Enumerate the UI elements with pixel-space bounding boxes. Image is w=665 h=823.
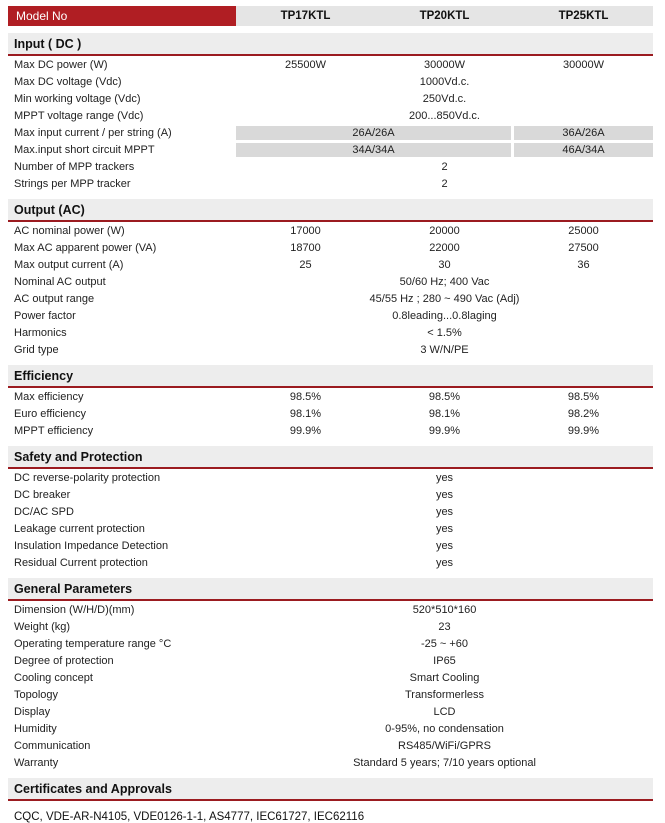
- spec-row: [8, 290, 653, 307]
- spec-row: [8, 341, 653, 358]
- row-value: yes: [435, 522, 454, 535]
- spec-row: [8, 754, 653, 771]
- model-header-row: [8, 6, 653, 26]
- spec-row: [8, 520, 653, 537]
- spec-row: [8, 388, 653, 405]
- row-value: RS485/WiFi/GPRS: [398, 739, 491, 752]
- row-value: 98.5%: [289, 390, 322, 403]
- row-label: Harmonics: [14, 326, 67, 339]
- spec-sections: [8, 33, 653, 771]
- row-value: yes: [435, 471, 454, 484]
- section-header-certificates: Certificates and Approvals: [8, 778, 653, 801]
- row-value: 30000W: [563, 58, 604, 71]
- spec-row: [8, 652, 653, 669]
- row-label: Communication: [14, 739, 91, 752]
- row-value: IP65: [433, 654, 456, 667]
- section-header: Output (AC): [8, 199, 653, 222]
- row-value: yes: [435, 556, 454, 569]
- spec-row: [8, 618, 653, 635]
- row-label: Max efficiency: [14, 390, 84, 403]
- row-label: Strings per MPP tracker: [14, 177, 131, 190]
- spec-row: [8, 503, 653, 520]
- row-value: 27500: [568, 241, 599, 254]
- spec-row: [8, 601, 653, 618]
- spec-row: [8, 469, 653, 486]
- row-label: AC nominal power (W): [14, 224, 125, 237]
- row-label: Leakage current protection: [14, 522, 145, 535]
- spec-row: [8, 256, 653, 273]
- row-value: 98.5%: [428, 390, 461, 403]
- model-col-tp20ktl: TP20KTL: [375, 6, 514, 26]
- row-label: Insulation Impedance Detection: [14, 539, 169, 552]
- spec-row: [8, 422, 653, 439]
- row-value: 98.1%: [289, 407, 322, 420]
- row-label: DC breaker: [14, 488, 71, 501]
- spec-row: [8, 307, 653, 324]
- row-value: 22000: [429, 241, 460, 254]
- row-value: 2: [441, 160, 448, 173]
- row-label: Cooling concept: [14, 671, 93, 684]
- row-value: yes: [435, 488, 454, 501]
- row-value: 30: [438, 258, 451, 271]
- row-label: Number of MPP trackers: [14, 160, 135, 173]
- spec-row: [8, 486, 653, 503]
- row-label: Max output current (A): [14, 258, 124, 271]
- row-label: Display: [14, 705, 51, 718]
- row-value-band: 36A/26A: [514, 126, 653, 140]
- row-label: MPPT efficiency: [14, 424, 94, 437]
- row-label: DC reverse-polarity protection: [14, 471, 161, 484]
- model-col-tp25ktl: TP25KTL: [514, 6, 653, 26]
- spec-row: [8, 635, 653, 652]
- row-value-band: 46A/34A: [514, 143, 653, 157]
- row-value: 18700: [290, 241, 321, 254]
- section-header: Safety and Protection: [8, 446, 653, 469]
- model-no-label: Model No: [8, 6, 236, 26]
- row-value: 0-95%, no condensation: [385, 722, 504, 735]
- row-label: Max AC apparent power (VA): [14, 241, 157, 254]
- row-label: Max DC voltage (Vdc): [14, 75, 122, 88]
- row-value: 200...850Vd.c.: [409, 109, 480, 122]
- row-label: Max DC power (W): [14, 58, 108, 71]
- row-value: 23: [438, 620, 451, 633]
- section-header: Efficiency: [8, 365, 653, 388]
- spec-row: [8, 669, 653, 686]
- row-value: 17000: [290, 224, 321, 237]
- model-col-tp17ktl: TP17KTL: [236, 6, 375, 26]
- row-label: Warranty: [14, 756, 59, 769]
- row-value: 25000: [568, 224, 599, 237]
- certificates-text: CQC, VDE-AR-N4105, VDE0126-1-1, AS4777, IEC61727, IEC62116: [14, 811, 365, 823]
- row-label: Humidity: [14, 722, 57, 735]
- spec-row: [8, 141, 653, 158]
- spec-row: [8, 273, 653, 290]
- row-label: Degree of protection: [14, 654, 114, 667]
- row-label: Topology: [14, 688, 59, 701]
- row-value: 1000Vd.c.: [419, 75, 470, 88]
- spec-row: [8, 56, 653, 73]
- row-label: Operating temperature range °C: [14, 637, 172, 650]
- row-value: -25 ~ +60: [420, 637, 469, 650]
- row-value: LCD: [433, 705, 456, 718]
- spec-row: [8, 239, 653, 256]
- spec-row: [8, 124, 653, 141]
- row-value: yes: [435, 539, 454, 552]
- row-value: 30000W: [424, 58, 465, 71]
- spec-row: [8, 537, 653, 554]
- row-value: 98.1%: [428, 407, 461, 420]
- row-label: DC/AC SPD: [14, 505, 74, 518]
- spec-row: [8, 405, 653, 422]
- row-value: 250Vd.c.: [422, 92, 467, 105]
- row-label: Power factor: [14, 309, 76, 322]
- spec-row: [8, 222, 653, 239]
- row-label: Max input current / per string (A): [14, 126, 172, 139]
- row-value: 45/55 Hz ; 280 ~ 490 Vac (Adj): [369, 292, 520, 305]
- row-value: 99.9%: [567, 424, 600, 437]
- row-value-band: 34A/34A: [236, 143, 511, 157]
- section-header: General Parameters: [8, 578, 653, 601]
- row-value: Smart Cooling: [409, 671, 480, 684]
- row-value: < 1.5%: [427, 326, 462, 339]
- row-value: 25500W: [285, 58, 326, 71]
- row-label: Max.input short circuit MPPT: [14, 143, 155, 156]
- row-value: 3 W/N/PE: [420, 343, 469, 356]
- row-value: 2: [441, 177, 448, 190]
- row-label: Residual Current protection: [14, 556, 148, 569]
- row-value: Transformerless: [404, 688, 485, 701]
- row-value: 50/60 Hz; 400 Vac: [399, 275, 490, 288]
- row-value: 25: [299, 258, 312, 271]
- row-value: 36: [577, 258, 590, 271]
- row-value-band: 26A/26A: [236, 126, 511, 140]
- row-value: 520*510*160: [412, 603, 477, 616]
- row-value: 0.8leading...0.8laging: [392, 309, 497, 322]
- spec-row: [8, 554, 653, 571]
- spec-row: [8, 324, 653, 341]
- row-value: Standard 5 years; 7/10 years optional: [353, 756, 536, 769]
- row-label: Grid type: [14, 343, 59, 356]
- row-label: Nominal AC output: [14, 275, 106, 288]
- spec-row: [8, 175, 653, 192]
- row-value: 99.9%: [428, 424, 461, 437]
- spec-row: [8, 73, 653, 90]
- row-value: yes: [435, 505, 454, 518]
- spec-row: [8, 737, 653, 754]
- row-value: 98.2%: [567, 407, 600, 420]
- spec-row: [8, 703, 653, 720]
- spec-row: [8, 158, 653, 175]
- spec-row: [8, 720, 653, 737]
- spec-row: [8, 686, 653, 703]
- row-label: Euro efficiency: [14, 407, 86, 420]
- row-label: AC output range: [14, 292, 95, 305]
- section-header: Input ( DC ): [8, 33, 653, 56]
- row-label: MPPT voltage range (Vdc): [14, 109, 144, 122]
- row-value: 98.5%: [567, 390, 600, 403]
- spec-row: [8, 107, 653, 124]
- row-value: 20000: [429, 224, 460, 237]
- row-label: Min working voltage (Vdc): [14, 92, 141, 105]
- row-value: 99.9%: [289, 424, 322, 437]
- row-label: Weight (kg): [14, 620, 71, 633]
- spec-row: [8, 90, 653, 107]
- row-label: Dimension (W/H/D)(mm): [14, 603, 135, 616]
